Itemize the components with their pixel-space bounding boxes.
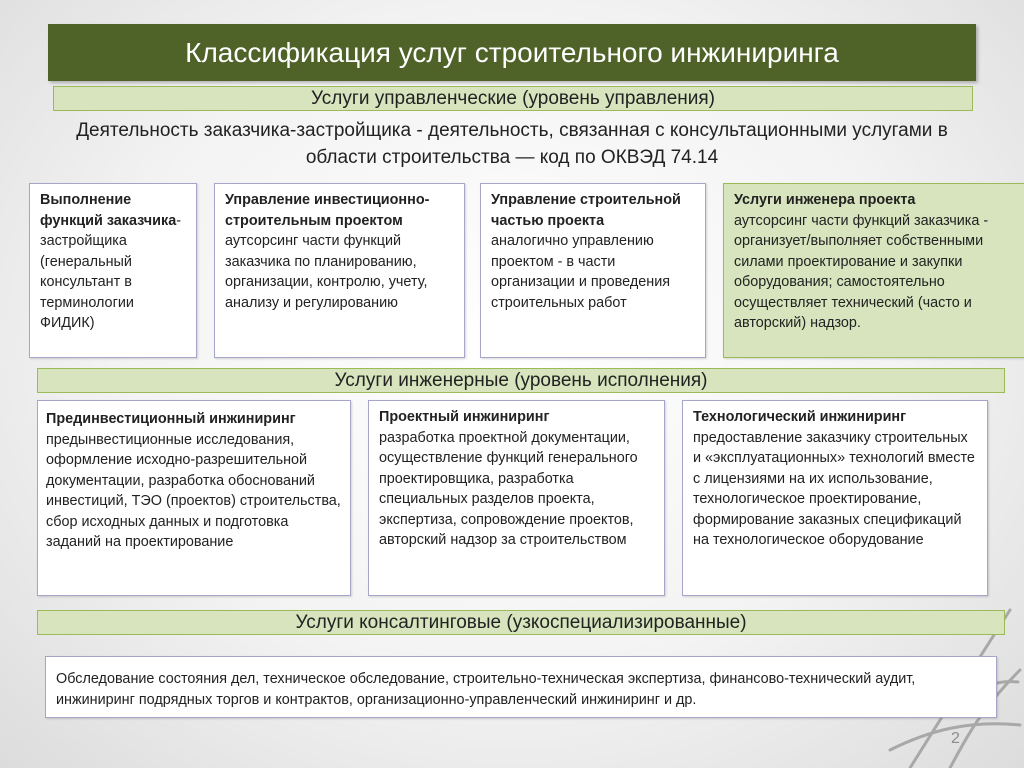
card-technological-engineering <box>682 400 988 596</box>
card-body: предоставление заказчику строительных и «эксплуатационных» технологий вместе с лицензиями на их использование, технологическое проектирование, формирование заказных спецификаций на технологическое оборудование <box>693 429 975 548</box>
card-heading: Управление строительной частью проекта <box>491 192 681 229</box>
card-heading: Выполнение функций заказчика <box>40 192 177 229</box>
card-heading: Технологический инжиниринг <box>693 409 907 425</box>
card-investment-project-management <box>214 183 465 358</box>
card-body: аутсорсинг части функций заказчика по планированию, организации, контролю, учету, анализу и регулированию <box>225 233 428 311</box>
card-project-engineer <box>723 183 1024 358</box>
card-body: аутсорсинг части функций заказчика - организует/выполняет собственными силами проектирование и закупки оборудования; самостоятельно осуществляет технический (часто и авторский) надзор. <box>734 212 989 331</box>
slide-title: Классификация услуг строительного инжиниринга <box>48 24 976 81</box>
card-heading: Прединвестиционный инжиниринг <box>46 411 296 427</box>
card-body: предынвестиционные исследования, оформление исходно-разрешительной документации, разработка обоснований инвестиций, ТЭО (проектов) строительства, сбор исходных данных и подготовка заданий на проектирование <box>46 431 341 550</box>
engineering-services-band: Услуги инженерные (уровень исполнения) <box>37 368 1005 393</box>
management-services-band: Услуги управленческие (уровень управления) <box>53 86 973 111</box>
card-heading: Проектный инжиниринг <box>379 409 550 425</box>
card-construction-management <box>480 183 706 358</box>
card-body: Обследование состояния дел, техническое обследование, строительно-техническая экспертиза, финансово-технический аудит, инжиниринг подрядных торгов и контрактов, организационно-управленческий инжиниринг и др. <box>56 671 916 708</box>
card-heading: Управление инвестиционно-строительным проектом <box>225 192 430 229</box>
card-heading: Услуги инженера проекта <box>734 192 916 208</box>
management-description: Деятельность заказчика-застройщика - деятельность, связанная с консультационными услугами в области строительства — код по ОКВЭД 74.14 <box>76 120 948 168</box>
card-consulting-services <box>45 656 997 718</box>
card-preinvestment-engineering <box>37 400 351 596</box>
card-body: разработка проектной документации, осуществление функций генерального проектировщика, разработка специальных разделов проекта, экспертиза, сопровождение проектов, авторский надзор за строительством <box>379 429 638 548</box>
card-customer-functions <box>29 183 197 358</box>
card-body: аналогично управлению проектом - в части организации и проведения строительных работ <box>491 233 671 311</box>
page-number: 2 <box>951 730 960 747</box>
card-design-engineering <box>368 400 665 596</box>
consulting-services-band: Услуги консалтинговые (узкоспециализированные) <box>37 610 1005 635</box>
card-body: -застройщика (генеральный консультант в терминологии ФИДИК) <box>40 212 181 331</box>
